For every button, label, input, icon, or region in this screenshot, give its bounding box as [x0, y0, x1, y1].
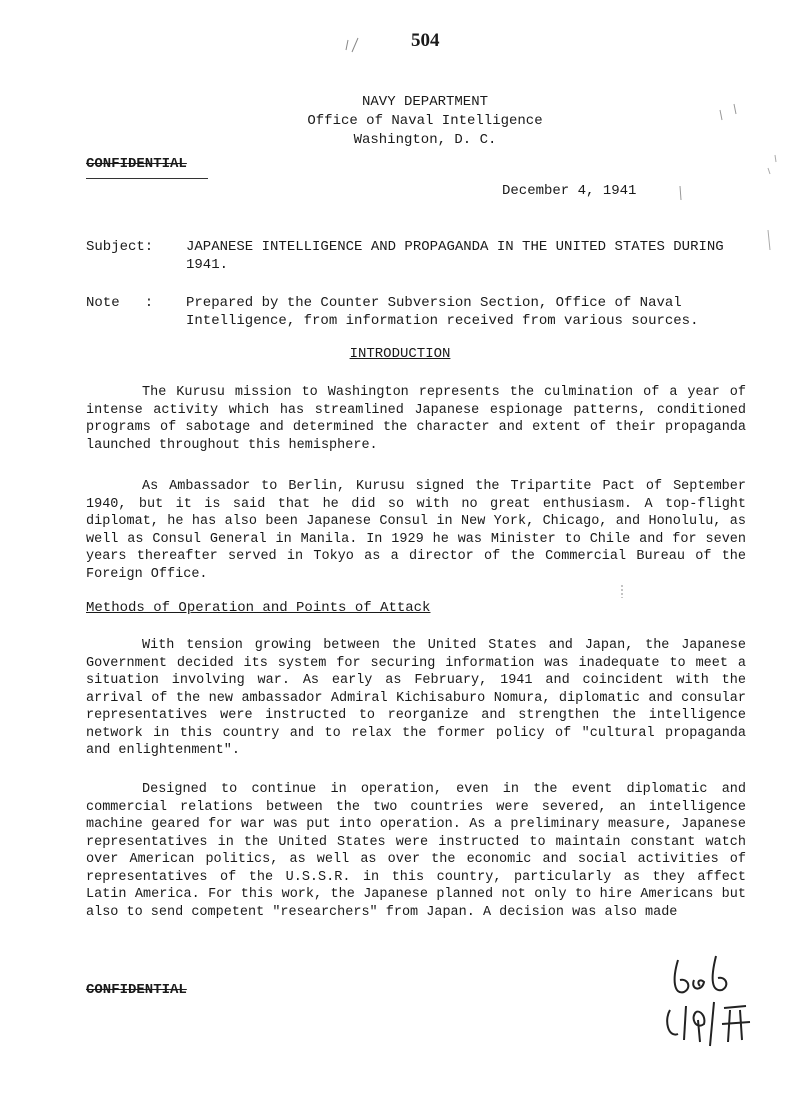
subject-label: Subject: [86, 239, 154, 255]
subject-row [86, 238, 746, 274]
note-label: Note : [86, 295, 154, 311]
intro-paragraph: As Ambassador to Berlin, Kurusu signed the Tripartite Pact of September 1940, but it is said that he did so with no great enthusiasm. A top-flight diplomat, he has also been Japanese Consul in New York, Chicago, and Honolulu, as well as Consul General in Manila. In 1929 he was Minister to Chile and for seven years thereafter served in Tokyo as a director of the Commercial Bureau of the Foreign Office. [86, 479, 746, 582]
office-name: Office of Naval Intelligence [307, 113, 543, 129]
subheading-methods: Methods of Operation and Points of Attack [86, 600, 431, 616]
classification-bottom: CONFIDENTIAL [86, 982, 187, 998]
subject-text: JAPANESE INTELLIGENCE AND PROPAGANDA IN THE UNITED STATES DURING 1941. [186, 239, 724, 273]
department-name: NAVY DEPARTMENT [361, 94, 489, 110]
intro-paragraph: The Kurusu mission to Washington represents the culmination of a year of intense activity which has streamlined Japanese espionage patterns, conditioned programs of sabotage and determined the character and extent of their propaganda launched throughout this hemisphere. [86, 385, 746, 453]
document-date: December 4, 1941 [502, 183, 637, 199]
section-title-introduction: INTRODUCTION [349, 346, 451, 362]
classification-top: CONFIDENTIAL [86, 156, 187, 172]
note-row [86, 294, 746, 330]
classification-underline-top [86, 178, 208, 179]
page-number: 504 [411, 30, 440, 51]
methods-paragraph: With tension growing between the United States and Japan, the Japanese Government decided its system for securing information was inadequate to meet a situation involving war. As early as February, 1941 and coincident with the arrival of the new ambassador Admiral Kichisaburo Nomura, diplomatic and consular representatives were instructed to reorganize and strengthen the intelligence network in this country and to relax the former policy of "cultural propaganda and enlightenment". [86, 638, 746, 758]
office-location: Washington, D. C. [353, 132, 497, 148]
handwritten-annotation [660, 950, 770, 1050]
letterhead [240, 93, 610, 150]
methods-paragraph: Designed to continue in operation, even in the event diplomatic and commercial relations between the two countries were severed, an intelligence machine geared for war was put into operation. As a preliminary measure, Japanese representatives in the United States were instructed to maintain constant watch over American politics, as well as over the economic and social activities of representatives of the U.S.S.R. in this country, particularly as they affect Latin America. For this work, the Japanese planned not only to hire Americans but also to send competent "researchers" from Japan. A decision was also made [86, 782, 746, 920]
note-text: Prepared by the Counter Subversion Section, Office of Naval Intelligence, from information received from various sources. [186, 295, 699, 329]
